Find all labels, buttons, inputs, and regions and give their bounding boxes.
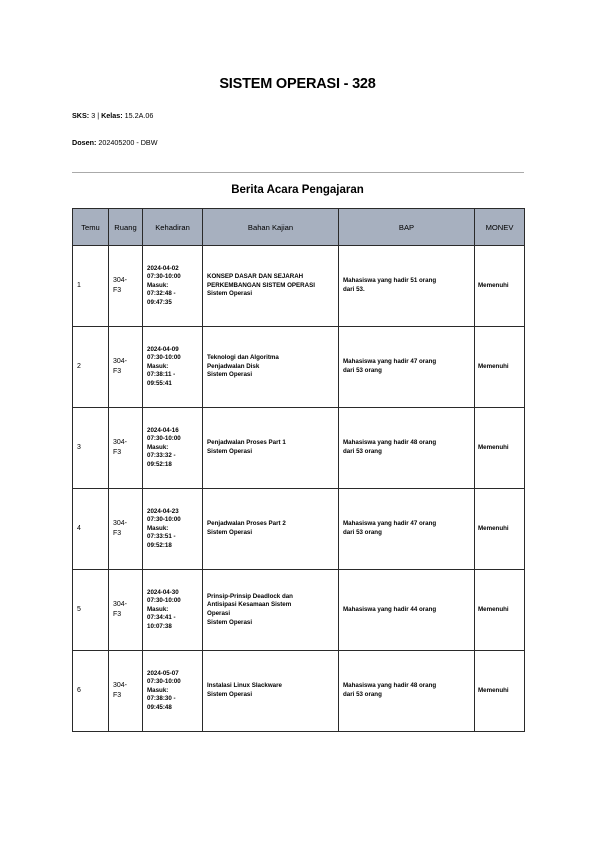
table-header-row [73, 209, 525, 246]
cell-kehadiran-line: Masuk: [147, 524, 169, 532]
cell-bap-line: dari 53 orang [343, 367, 382, 374]
cell-monev: Memenuhi [475, 489, 525, 570]
cell-monev: Memenuhi [475, 246, 525, 327]
cell-kehadiran-line: 07:38:11 - [147, 371, 176, 379]
cell-ruang-line: 304- [113, 439, 128, 446]
cell-bahan-kajian [203, 246, 339, 327]
cell-ruang-line: 304- [113, 520, 128, 527]
cell-kehadiran-line: 2024-05-07 [147, 669, 179, 677]
kelas-label: Kelas: [101, 111, 123, 120]
section-divider [72, 172, 524, 173]
cell-kehadiran-line: Masuk: [147, 605, 169, 613]
column-header-kehadiran: Kehadiran [143, 209, 203, 246]
cell-kehadiran-line: 07:30-10:00 [147, 435, 181, 443]
cell-ruang [109, 327, 143, 408]
cell-ruang [109, 570, 143, 651]
table-row [73, 327, 525, 408]
page-title: SISTEM OPERASI - 328 [219, 76, 376, 92]
dosen-label: Dosen: [72, 138, 97, 147]
cell-ruang-line: F3 [113, 692, 122, 699]
sks-value: 3 [91, 111, 96, 120]
cell-bahan-kajian-line: Penjadwalan Proses Part 1 [207, 439, 286, 447]
cell-temu: 2 [73, 327, 109, 408]
column-header-temu: Temu [73, 209, 109, 246]
cell-kehadiran-line: Masuk: [147, 281, 169, 289]
cell-kehadiran-line: 2024-04-16 [147, 426, 179, 434]
cell-kehadiran-line: 09:52:18 [147, 541, 172, 549]
cell-kehadiran-line: 07:30-10:00 [147, 273, 181, 281]
cell-bahan-kajian-line: Sistem Operasi [207, 529, 253, 536]
cell-kehadiran-line: 07:30-10:00 [147, 516, 181, 524]
cell-kehadiran [143, 327, 203, 408]
cell-bahan-kajian-line: Operasi [207, 610, 231, 617]
cell-bap-line: Mahasiswa yang hadir 48 orang [343, 682, 437, 690]
cell-bahan-kajian-line: Sistem Operasi [207, 618, 253, 626]
table-row [73, 489, 525, 570]
cell-bap-line: dari 53 orang [343, 691, 382, 698]
cell-bap-line: Mahasiswa yang hadir 48 orang [343, 439, 437, 447]
cell-ruang-line: F3 [113, 368, 122, 375]
cell-ruang-line: 304- [113, 358, 128, 365]
cell-temu: 3 [73, 408, 109, 489]
cell-bahan-kajian-line: Sistem Operasi [207, 371, 253, 379]
cell-ruang-line: F3 [113, 530, 122, 537]
lecturer-meta [72, 138, 158, 147]
cell-kehadiran-line: 2024-04-30 [147, 588, 179, 596]
cell-bap [339, 489, 475, 570]
column-header-bap: BAP [339, 209, 475, 246]
cell-bahan-kajian [203, 570, 339, 651]
cell-kehadiran [143, 408, 203, 489]
cell-ruang-line: F3 [113, 449, 122, 456]
cell-bahan-kajian-line: Sistem Operasi [207, 691, 253, 698]
cell-bap-line: Mahasiswa yang hadir 47 orang [343, 358, 437, 366]
cell-temu: 4 [73, 489, 109, 570]
meta-separator: | [97, 111, 100, 120]
cell-kehadiran [143, 651, 203, 732]
cell-kehadiran-line: 07:33:51 - [147, 533, 176, 541]
cell-bap [339, 570, 475, 651]
cell-bahan-kajian [203, 651, 339, 732]
table-row [73, 651, 525, 732]
cell-bahan-kajian [203, 327, 339, 408]
teaching-record-table [72, 208, 525, 732]
cell-kehadiran-line: 10:07:38 [147, 622, 172, 630]
cell-bahan-kajian [203, 408, 339, 489]
course-meta [72, 111, 153, 120]
cell-ruang [109, 246, 143, 327]
dosen-value: 202405200 - DBW [98, 138, 158, 147]
cell-bap-line: dari 53. [343, 286, 365, 293]
cell-monev: Memenuhi [475, 651, 525, 732]
cell-bahan-kajian-line: Sistem Operasi [207, 448, 253, 455]
cell-bahan-kajian-line: Teknologi dan Algoritma [207, 354, 279, 362]
sks-label: SKS: [72, 111, 90, 120]
cell-ruang [109, 651, 143, 732]
cell-temu: 5 [73, 570, 109, 651]
cell-kehadiran-line: 09:45:48 [147, 703, 172, 711]
cell-kehadiran-line: 07:30-10:00 [147, 597, 181, 605]
cell-kehadiran-line: 07:30-10:00 [147, 678, 181, 686]
cell-bahan-kajian-line: Prinsip-Prinsip Deadlock dan [207, 592, 293, 600]
table-row [73, 246, 525, 327]
cell-kehadiran-line: 2024-04-02 [147, 264, 179, 272]
cell-ruang [109, 489, 143, 570]
cell-kehadiran-line: 2024-04-23 [147, 507, 179, 515]
cell-kehadiran-line: 09:52:18 [147, 460, 172, 468]
cell-ruang-line: F3 [113, 287, 122, 294]
cell-kehadiran-line: 09:55:41 [147, 379, 172, 387]
cell-ruang-line: F3 [113, 611, 122, 618]
cell-ruang-line: 304- [113, 601, 128, 608]
cell-bap [339, 408, 475, 489]
cell-temu: 6 [73, 651, 109, 732]
table-row [73, 570, 525, 651]
cell-kehadiran [143, 489, 203, 570]
cell-bap [339, 651, 475, 732]
column-header-monev: MONEV [475, 209, 525, 246]
cell-ruang-line: 304- [113, 682, 128, 689]
cell-bahan-kajian-line: PERKEMBANGAN SISTEM OPERASI [207, 281, 315, 289]
cell-kehadiran [143, 246, 203, 327]
cell-bap-line: Mahasiswa yang hadir 51 orang [343, 277, 437, 285]
cell-kehadiran-line: 07:30-10:00 [147, 354, 181, 362]
cell-kehadiran-line: 07:38:30 - [147, 695, 176, 703]
cell-bahan-kajian-line: Antisipasi Kesamaan Sistem [207, 601, 292, 609]
cell-kehadiran-line: Masuk: [147, 362, 169, 370]
cell-kehadiran-line: 09:47:35 [147, 298, 172, 306]
cell-kehadiran-line: 07:32:48 - [147, 290, 176, 298]
cell-bap [339, 246, 475, 327]
cell-bap-line: dari 53 orang [343, 529, 382, 536]
table-row [73, 408, 525, 489]
cell-monev: Memenuhi [475, 327, 525, 408]
cell-kehadiran-line: 2024-04-09 [147, 345, 179, 353]
cell-kehadiran-line: Masuk: [147, 443, 169, 451]
cell-monev: Memenuhi [475, 408, 525, 489]
cell-bahan-kajian-line: Penjadwalan Disk [207, 362, 260, 370]
cell-bap-line: Mahasiswa yang hadir 44 orang [343, 605, 437, 613]
cell-bap-line: Mahasiswa yang hadir 47 orang [343, 520, 437, 528]
section-title: Berita Acara Pengajaran [231, 184, 364, 196]
cell-kehadiran-line: 07:33:32 - [147, 452, 176, 460]
cell-ruang-line: 304- [113, 277, 128, 284]
cell-kehadiran-line: Masuk: [147, 686, 169, 694]
cell-bap [339, 327, 475, 408]
cell-bap-line: dari 53 orang [343, 448, 382, 455]
cell-bahan-kajian-line: Penjadwalan Proses Part 2 [207, 520, 286, 528]
cell-bahan-kajian-line: Sistem Operasi [207, 290, 253, 298]
cell-kehadiran [143, 570, 203, 651]
cell-bahan-kajian [203, 489, 339, 570]
column-header-bahan-kajian: Bahan Kajian [203, 209, 339, 246]
column-header-ruang: Ruang [109, 209, 143, 246]
cell-temu: 1 [73, 246, 109, 327]
table-body [73, 246, 525, 732]
cell-ruang [109, 408, 143, 489]
cell-monev: Memenuhi [475, 570, 525, 651]
kelas-value: 15.2A.06 [124, 111, 154, 120]
cell-bahan-kajian-line: Instalasi Linux Slackware [207, 682, 282, 690]
cell-bahan-kajian-line: KONSEP DASAR DAN SEJARAH [207, 273, 304, 281]
cell-kehadiran-line: 07:34:41 - [147, 614, 176, 622]
